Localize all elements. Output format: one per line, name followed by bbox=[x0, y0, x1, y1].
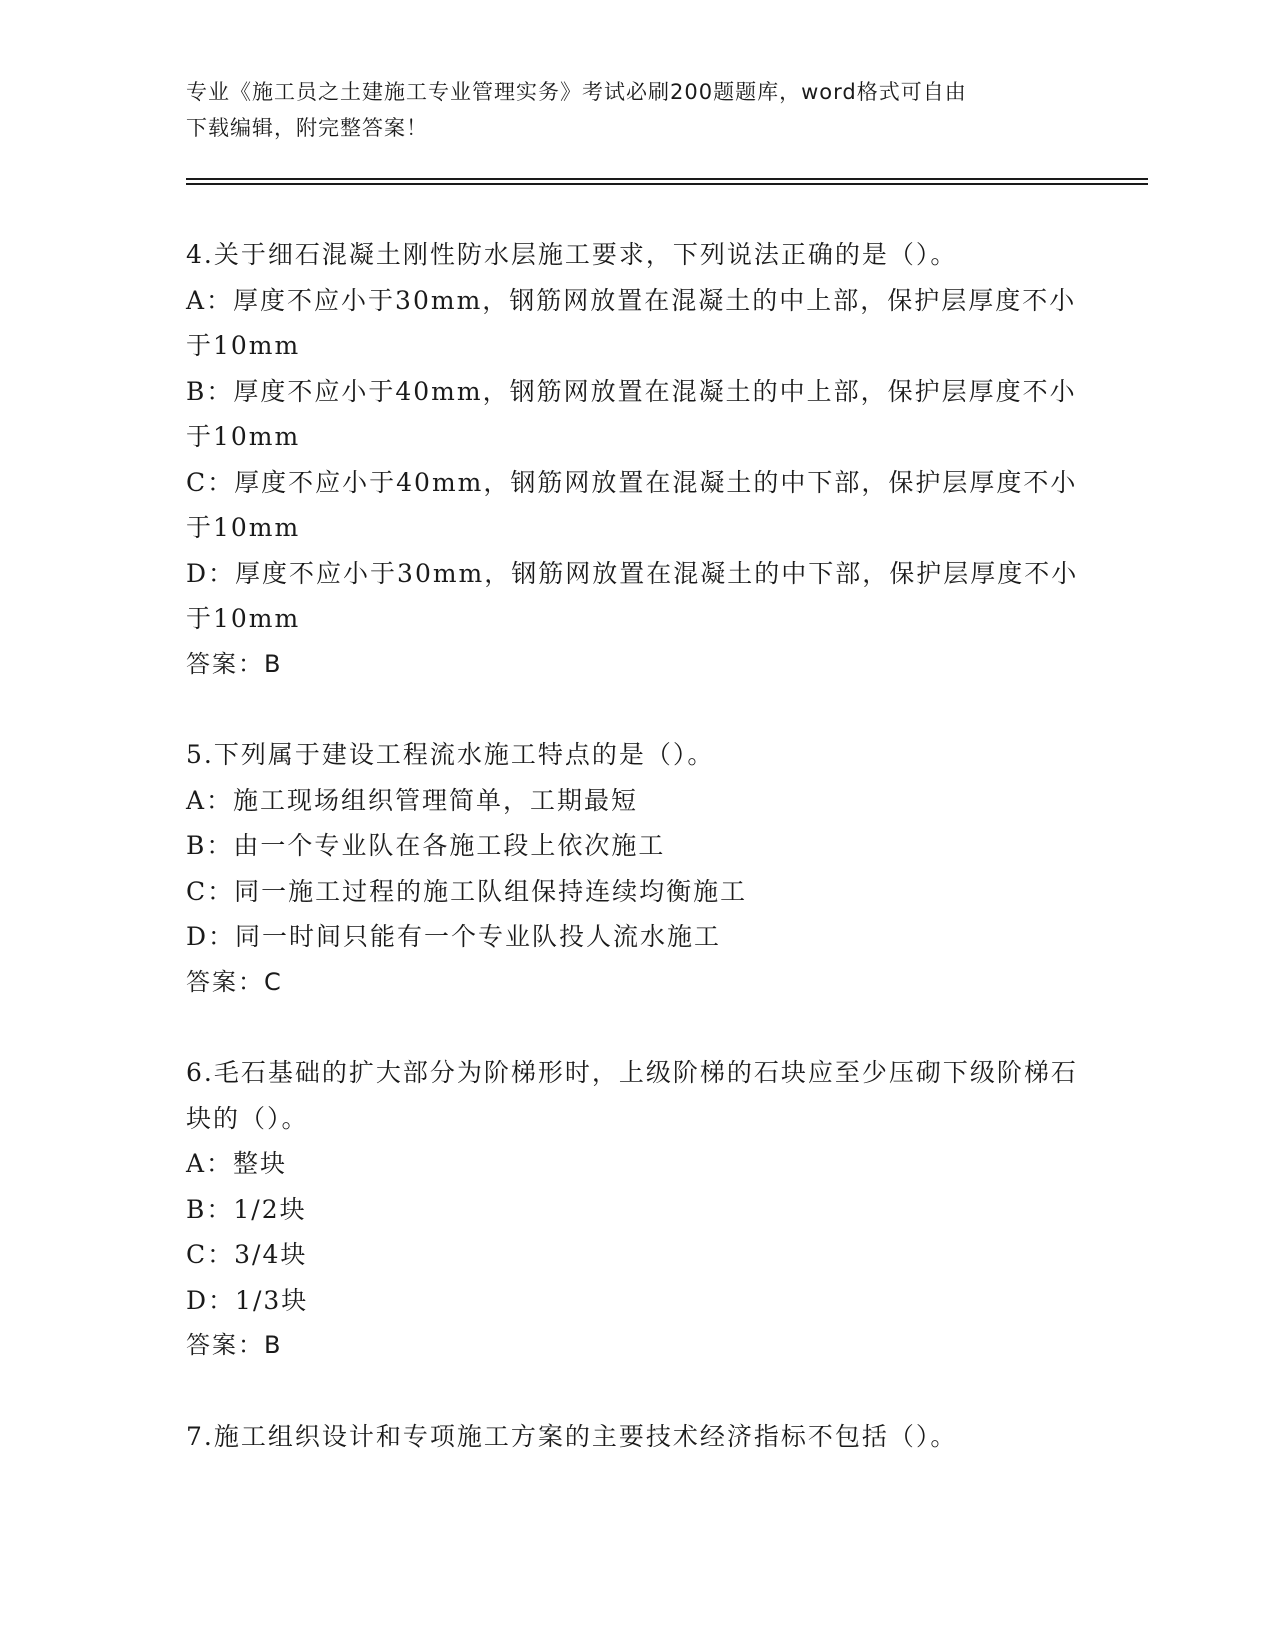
header-divider-top bbox=[186, 178, 1148, 180]
header-line-1: 专业《施工员之土建施工专业管理实务》考试必刷200题题库，word格式可自由 bbox=[186, 80, 967, 104]
option-b: B：由一个专业队在各施工段上依次施工 bbox=[186, 831, 666, 860]
header-divider-bottom bbox=[186, 183, 1148, 185]
option-a: A：施工现场组织管理简单，工期最短 bbox=[186, 785, 639, 815]
option-d: D：1/3块 bbox=[186, 1285, 309, 1315]
option-c: C：厚度不应小于40mm，钢筋网放置在混凝土的中下部，保护层厚度不小于10mm bbox=[186, 467, 1078, 542]
option-b: B：1/2块 bbox=[186, 1194, 307, 1224]
question-list bbox=[186, 232, 1086, 1504]
option-a: A：整块 bbox=[186, 1149, 288, 1178]
option-a: A：厚度不应小于30mm，钢筋网放置在混凝土的中上部，保护层厚度不小于10mm bbox=[186, 285, 1077, 360]
answer: 答案：B bbox=[186, 1331, 283, 1359]
question-7 bbox=[186, 1414, 1086, 1460]
answer: 答案：C bbox=[186, 967, 283, 996]
question-6 bbox=[186, 1050, 1086, 1369]
option-d: D：厚度不应小于30mm，钢筋网放置在混凝土的中下部，保护层厚度不小于10mm bbox=[186, 558, 1079, 633]
option-d: D：同一时间只能有一个专业队投人流水施工 bbox=[186, 922, 722, 951]
option-c: C：同一施工过程的施工队组保持连续均衡施工 bbox=[186, 876, 748, 906]
question-stem: 4.关于细石混凝土刚性防水层施工要求，下列说法正确的是（）。 bbox=[186, 240, 958, 269]
question-stem: 5.下列属于建设工程流水施工特点的是（）。 bbox=[186, 740, 715, 769]
question-4 bbox=[186, 232, 1086, 687]
document-header bbox=[186, 74, 1086, 146]
option-c: C：3/4块 bbox=[186, 1240, 308, 1269]
option-b: B：厚度不应小于40mm，钢筋网放置在混凝土的中上部，保护层厚度不小于10mm bbox=[186, 376, 1077, 451]
question-5 bbox=[186, 732, 1086, 1005]
question-stem: 7.施工组织设计和专项施工方案的主要技术经济指标不包括（）。 bbox=[186, 1421, 958, 1451]
question-stem: 6.毛石基础的扩大部分为阶梯形时，上级阶梯的石块应至少压砌下级阶梯石块的（）。 bbox=[186, 1058, 1078, 1133]
answer: 答案：B bbox=[186, 649, 283, 678]
header-line-2: 下载编辑，附完整答案！ bbox=[186, 116, 428, 140]
